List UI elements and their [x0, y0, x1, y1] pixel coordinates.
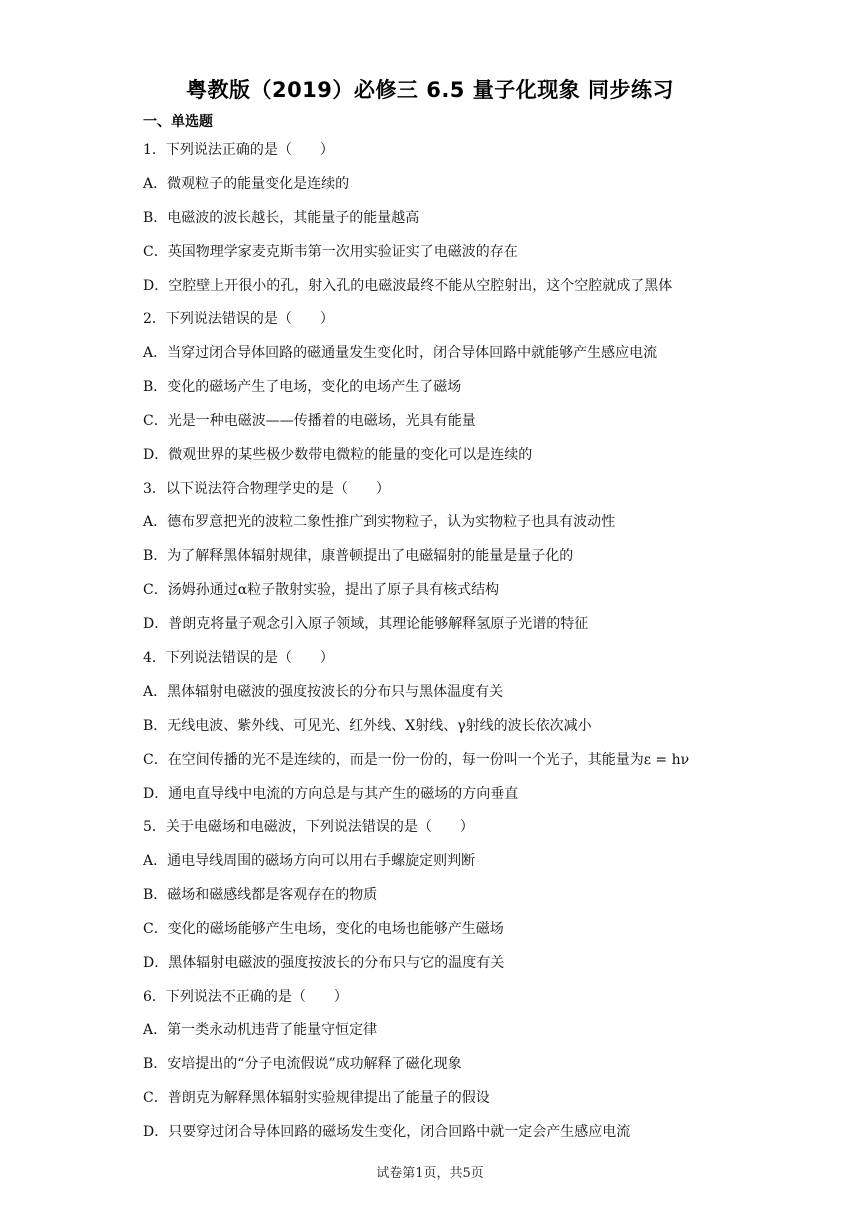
- question-option: C．在空间传播的光不是连续的，而是一份一份的，每一份叫一个光子，其能量为ε = hν: [143, 752, 690, 768]
- question-stem: 5．关于电磁场和电磁波，下列说法错误的是（ ）: [143, 819, 474, 835]
- question-stem: 6．下列说法不正确的是（ ）: [143, 989, 348, 1005]
- question-option: D．普朗克将量子观念引入原子领域，其理论能够解释氢原子光谱的特征: [143, 616, 589, 632]
- question-option: D．只要穿过闭合导体回路的磁场发生变化，闭合回路中就一定会产生感应电流: [143, 1124, 631, 1140]
- page-footer: 试卷第1页，共5页: [376, 1166, 484, 1181]
- question-option: D．黑体辐射电磁波的强度按波长的分布只与它的温度有关: [143, 955, 505, 971]
- question-option: C．普朗克为解释黑体辐射实验规律提出了能量子的假设: [143, 1090, 490, 1106]
- question-option: C．光是一种电磁波——传播着的电磁场，光具有能量: [143, 413, 476, 429]
- question-option: B．无线电波、紫外线、可见光、红外线、X射线、γ射线的波长依次减小: [143, 718, 592, 734]
- page-title: 粤教版（2019）必修三 6.5 量子化现象 同步练习: [185, 78, 675, 102]
- question-option: D．通电直导线中电流的方向总是与其产生的磁场的方向垂直: [143, 786, 519, 802]
- question-option: D．空腔壁上开很小的孔，射入孔的电磁波最终不能从空腔射出，这个空腔就成了黑体: [143, 278, 673, 294]
- question-stem: 3．以下说法符合物理学史的是（ ）: [143, 481, 390, 497]
- question-option: B．安培提出的“分子电流假说”成功解释了磁化现象: [143, 1056, 462, 1072]
- question-option: A．通电导线周围的磁场方向可以用右手螺旋定则判断: [143, 853, 476, 869]
- question-option: C．汤姆孙通过α粒子散射实验，提出了原子具有核式结构: [143, 582, 500, 598]
- question-option: A．黑体辐射电磁波的强度按波长的分布只与黑体温度有关: [143, 684, 504, 700]
- question-option: C．变化的磁场能够产生电场，变化的电场也能够产生磁场: [143, 921, 504, 937]
- question-stem: 2．下列说法错误的是（ ）: [143, 311, 334, 327]
- question-option: B．磁场和磁感线都是客观存在的物质: [143, 887, 378, 903]
- question-option: B．变化的磁场产生了电场，变化的电场产生了磁场: [143, 379, 462, 395]
- question-option: A．当穿过闭合导体回路的磁通量发生变化时，闭合导体回路中就能够产生感应电流: [143, 345, 658, 361]
- question-option: C．英国物理学家麦克斯韦第一次用实验证实了电磁波的存在: [143, 244, 518, 260]
- question-stem: 1．下列说法正确的是（ ）: [143, 142, 334, 158]
- question-option: D．微观世界的某些极少数带电微粒的能量的变化可以是连续的: [143, 447, 533, 463]
- question-option: B．为了解释黑体辐射规律，康普顿提出了电磁辐射的能量是量子化的: [143, 548, 574, 564]
- question-option: A．第一类永动机违背了能量守恒定律: [143, 1022, 378, 1038]
- question-option: B．电磁波的波长越长，其能量子的能量越高: [143, 210, 420, 226]
- question-option: A．德布罗意把光的波粒二象性推广到实物粒子，认为实物粒子也具有波动性: [143, 514, 616, 530]
- question-stem: 4．下列说法错误的是（ ）: [143, 650, 334, 666]
- question-option: A．微观粒子的能量变化是连续的: [143, 176, 350, 192]
- section-heading: 一、单选题: [143, 114, 213, 130]
